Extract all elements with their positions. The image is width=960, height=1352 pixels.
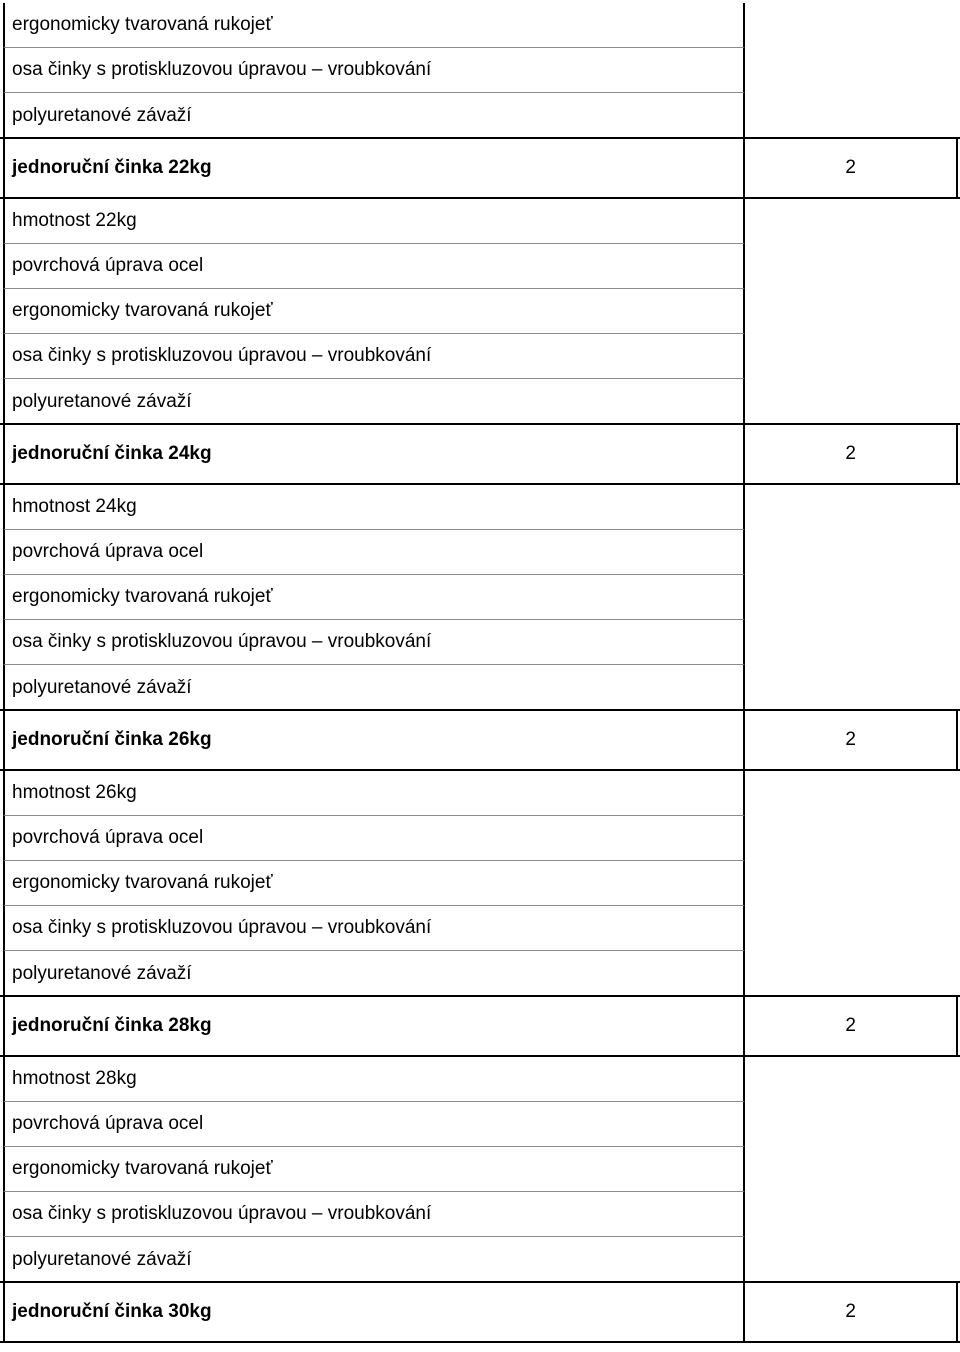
spec-row bbox=[0, 906, 960, 951]
spec-text: povrchová úprava ocel bbox=[3, 530, 745, 575]
spec-row bbox=[0, 485, 960, 530]
item-row bbox=[0, 995, 960, 1057]
spec-text: osa činky s protiskluzovou úpravou – vroubkování bbox=[3, 334, 745, 379]
spec-row bbox=[0, 244, 960, 289]
spec-text: polyuretanové závaží bbox=[3, 93, 745, 138]
spec-row bbox=[0, 1192, 960, 1237]
spec-row bbox=[0, 48, 960, 93]
item-row bbox=[0, 709, 960, 771]
spec-text: ergonomicky tvarovaná rukojeť bbox=[3, 575, 745, 620]
spec-text: osa činky s protiskluzovou úpravou – vroubkování bbox=[3, 906, 745, 951]
item-quantity: 2 bbox=[745, 997, 958, 1055]
spec-row bbox=[0, 334, 960, 379]
spec-row bbox=[0, 3, 960, 48]
item-quantity: 2 bbox=[745, 711, 958, 769]
item-quantity: 2 bbox=[745, 1283, 958, 1341]
spec-row bbox=[0, 861, 960, 906]
spec-row bbox=[0, 575, 960, 620]
spec-text: polyuretanové závaží bbox=[3, 379, 745, 424]
spec-text: polyuretanové závaží bbox=[3, 665, 745, 710]
spec-text: povrchová úprava ocel bbox=[3, 816, 745, 861]
spec-text: hmotnost 26kg bbox=[3, 771, 745, 816]
spec-text: ergonomicky tvarovaná rukojeť bbox=[3, 289, 745, 334]
spec-row bbox=[0, 1102, 960, 1147]
item-quantity: 2 bbox=[745, 425, 958, 483]
spec-row bbox=[0, 665, 960, 710]
item-quantity: 2 bbox=[745, 139, 958, 197]
spec-text: hmotnost 22kg bbox=[3, 199, 745, 244]
spec-row bbox=[0, 93, 960, 138]
spec-text: osa činky s protiskluzovou úpravou – vroubkování bbox=[3, 1192, 745, 1237]
item-row bbox=[0, 423, 960, 485]
spec-text: polyuretanové závaží bbox=[3, 1237, 745, 1282]
spec-row bbox=[0, 530, 960, 575]
spec-row bbox=[0, 379, 960, 424]
spec-text: polyuretanové závaží bbox=[3, 951, 745, 996]
item-name: jednoruční činka 24kg bbox=[3, 425, 745, 483]
spec-text: ergonomicky tvarovaná rukojeť bbox=[3, 3, 745, 48]
spec-row bbox=[0, 1147, 960, 1192]
item-name: jednoruční činka 22kg bbox=[3, 139, 745, 197]
spec-text: osa činky s protiskluzovou úpravou – vroubkování bbox=[3, 620, 745, 665]
spec-row bbox=[0, 771, 960, 816]
spec-row bbox=[0, 289, 960, 334]
spec-row bbox=[0, 199, 960, 244]
spec-text: hmotnost 28kg bbox=[3, 1057, 745, 1102]
spec-row bbox=[0, 951, 960, 996]
spec-row bbox=[0, 1057, 960, 1102]
spec-row bbox=[0, 620, 960, 665]
spec-text: povrchová úprava ocel bbox=[3, 244, 745, 289]
item-row bbox=[0, 137, 960, 199]
item-name: jednoruční činka 28kg bbox=[3, 997, 745, 1055]
spec-text: ergonomicky tvarovaná rukojeť bbox=[3, 861, 745, 906]
spec-text: ergonomicky tvarovaná rukojeť bbox=[3, 1147, 745, 1192]
spec-text: osa činky s protiskluzovou úpravou – vroubkování bbox=[3, 48, 745, 93]
spec-text: povrchová úprava ocel bbox=[3, 1102, 745, 1147]
item-name: jednoruční činka 30kg bbox=[3, 1283, 745, 1341]
item-name: jednoruční činka 26kg bbox=[3, 711, 745, 769]
spec-row bbox=[0, 1237, 960, 1282]
spec-row bbox=[0, 816, 960, 861]
spec-text: hmotnost 24kg bbox=[3, 485, 745, 530]
item-row bbox=[0, 1281, 960, 1343]
